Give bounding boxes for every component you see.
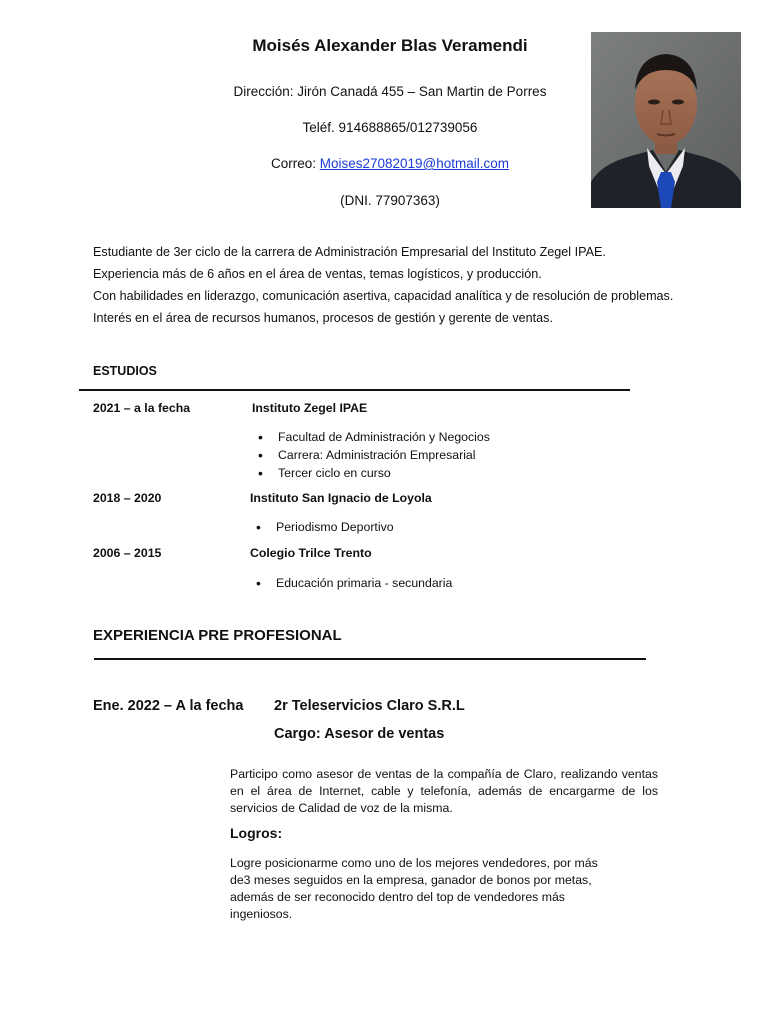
education-details: [252, 518, 394, 536]
achievement-line: de3 meses seguidos en la empresa, ganador de bonos por metas,: [230, 873, 592, 887]
profile-photo: [591, 32, 741, 208]
education-detail-item: • Tercer ciclo en curso: [254, 464, 490, 482]
experience-position: Cargo: Asesor de ventas: [274, 726, 445, 742]
experience-period: Ene. 2022 – A la fecha: [93, 698, 244, 714]
education-divider: [79, 389, 630, 391]
achievements-label: Logros:: [230, 825, 283, 841]
education-years: 2006 – 2015: [93, 546, 162, 560]
education-details: [254, 428, 490, 482]
education-heading: ESTUDIOS: [93, 364, 157, 378]
summary-line: Interés en el área de recursos humanos, procesos de gestión y gerente de ventas.: [93, 311, 553, 325]
experience-divider: [94, 658, 646, 660]
education-years: 2021 – a la fecha: [93, 401, 191, 415]
email-label: Correo:: [270, 156, 316, 171]
education-institution: Colegio Trilce Trento: [250, 546, 372, 560]
achievement-line: además de ser reconocido dentro del top de vendedores más: [230, 890, 565, 904]
education-details: [252, 574, 452, 592]
experience-description: Participo como asesor de ventas de la compañía de Claro, realizando ventas en el área de Internet, cable y telefonía, además de encargarme de los servicios de Calidad de voz de la misma.: [230, 767, 658, 815]
email-line: [200, 156, 580, 171]
achievement-line: Logre posicionarme como uno de los mejores vendedores, por más: [230, 856, 598, 870]
education-detail-item: • Carrera: Administración Empresarial: [254, 446, 490, 464]
summary-line: Experiencia más de 6 años en el área de ventas, temas logísticos, y producción.: [93, 267, 542, 281]
education-institution: Instituto Zegel IPAE: [252, 401, 368, 415]
education-detail-item: • Facultad de Administración y Negocios: [254, 428, 490, 446]
candidate-name: Moisés Alexander Blas Veramendi: [252, 36, 528, 55]
profile-photo-drawing: [591, 32, 741, 208]
experience-heading: EXPERIENCIA PRE PROFESIONAL: [93, 627, 342, 644]
address-line: Dirección: Jirón Canadá 455 – San Martin de Porres: [233, 84, 547, 99]
achievements-text: [230, 855, 670, 923]
summary-line: Con habilidades en liderazgo, comunicación asertiva, capacidad analítica y de resolución de problemas.: [93, 289, 674, 303]
education-years: 2018 – 2020: [93, 491, 162, 505]
dni-line: (DNI. 77907363): [340, 193, 440, 208]
summary-line: Estudiante de 3er ciclo de la carrera de Administración Empresarial del Instituto Zegel IPAE.: [93, 245, 606, 259]
achievement-line: ingeniosos.: [230, 907, 293, 921]
phone-line: Teléf. 914688865/012739056: [302, 120, 478, 135]
education-detail-item: • Educación primaria - secundaria: [252, 574, 452, 592]
education-detail-item: • Periodismo Deportivo: [252, 518, 394, 536]
email-link[interactable]: Moises27082019@hotmail.com: [319, 156, 510, 171]
experience-company: 2r Teleservicios Claro S.R.L: [274, 698, 465, 714]
profile-summary: [93, 241, 713, 329]
education-institution: Instituto San Ignacio de Loyola: [250, 491, 432, 505]
